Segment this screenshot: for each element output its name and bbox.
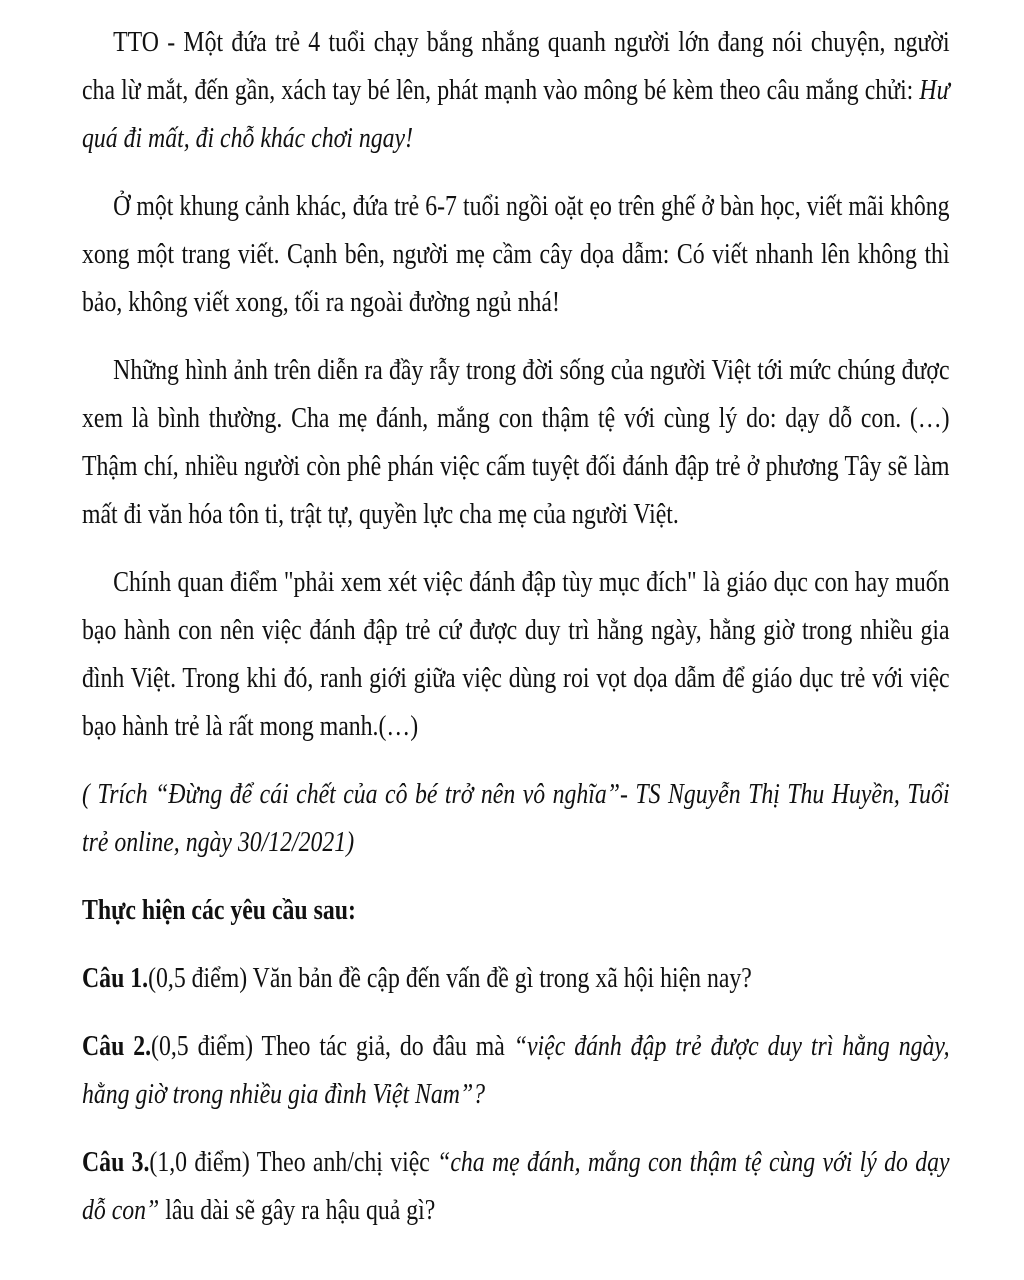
paragraph-1-italic-quote: Hư quá đi mất, đi chỗ khác chơi ngay! xyxy=(82,74,950,154)
question-3 xyxy=(82,1138,950,1234)
question-2 xyxy=(82,1022,950,1118)
passage-paragraph-4: Chính quan điểm "phải xem xét việc đánh đập tùy mục đích" là giáo dục con hay muốn bạo hành con nên việc đánh đập trẻ cứ được duy trì hằng ngày, hằng giờ trong nhiều gia đình Việt. Trong khi đó, ranh giới giữa việc dùng roi vọt dọa dẫm để giáo dục trẻ với việc bạo hành trẻ là rất mong manh.(…) xyxy=(82,566,950,742)
passage-paragraph-3: Những hình ảnh trên diễn ra đầy rẫy trong đời sống của người Việt tới mức chúng được xem là bình thường. Cha mẹ đánh, mắng con thậm tệ với cùng lý do: dạy dỗ con. (…) Thậm chí, nhiều người còn phê phán việc cấm tuyệt đối đánh đập trẻ ở phương Tây sẽ làm mất đi văn hóa tôn ti, trật tự, quyền lực cha mẹ của người Việt. xyxy=(82,354,950,530)
question-3-label: Câu 3. xyxy=(82,1146,150,1178)
source-citation: ( Trích “Đừng để cái chết của cô bé trở nên vô nghĩa”- TS Nguyễn Thị Thu Huyền, Tuổi trẻ online, ngày 30/12/2021) xyxy=(82,778,950,858)
passage-paragraph-1 xyxy=(82,18,950,162)
question-2-label: Câu 2. xyxy=(82,1030,152,1062)
question-2-quote: “việc đánh đập trẻ được duy trì hằng ngày, hằng giờ trong nhiều gia đình Việt Nam”? xyxy=(82,1030,950,1110)
question-2-text: (0,5 điểm) Theo tác giả, do đâu mà xyxy=(151,1030,514,1062)
question-3-text: (1,0 điểm) Theo anh/chị việc xyxy=(149,1146,438,1178)
passage-paragraph-2: Ở một khung cảnh khác, đứa trẻ 6-7 tuổi ngồi oặt ẹo trên ghế ở bàn học, viết mãi không xong một trang viết. Cạnh bên, người mẹ cầm cây dọa dẫm: Có viết nhanh lên không thì bảo, không viết xong, tối ra ngoài đường ngủ nhá! xyxy=(82,190,950,318)
tasks-heading: Thực hiện các yêu cầu sau: xyxy=(82,894,356,926)
question-1 xyxy=(82,954,950,1002)
question-1-text: (0,5 điểm) Văn bản đề cập đến vấn đề gì trong xã hội hiện nay? xyxy=(148,962,752,994)
question-3-tail: lâu dài sẽ gây ra hậu quả gì? xyxy=(159,1194,436,1226)
question-3-quote: “cha mẹ đánh, mắng con thậm tệ cùng với lý do dạy dỗ con” xyxy=(82,1146,950,1226)
question-1-label: Câu 1. xyxy=(82,962,149,994)
document-page xyxy=(82,18,950,1254)
paragraph-1-text: TTO - Một đứa trẻ 4 tuổi chạy bắng nhắng quanh người lớn đang nói chuyện, người cha lừ mắt, đến gần, xách tay bé lên, phát mạnh vào mông bé kèm theo câu mắng chửi: xyxy=(82,26,950,106)
